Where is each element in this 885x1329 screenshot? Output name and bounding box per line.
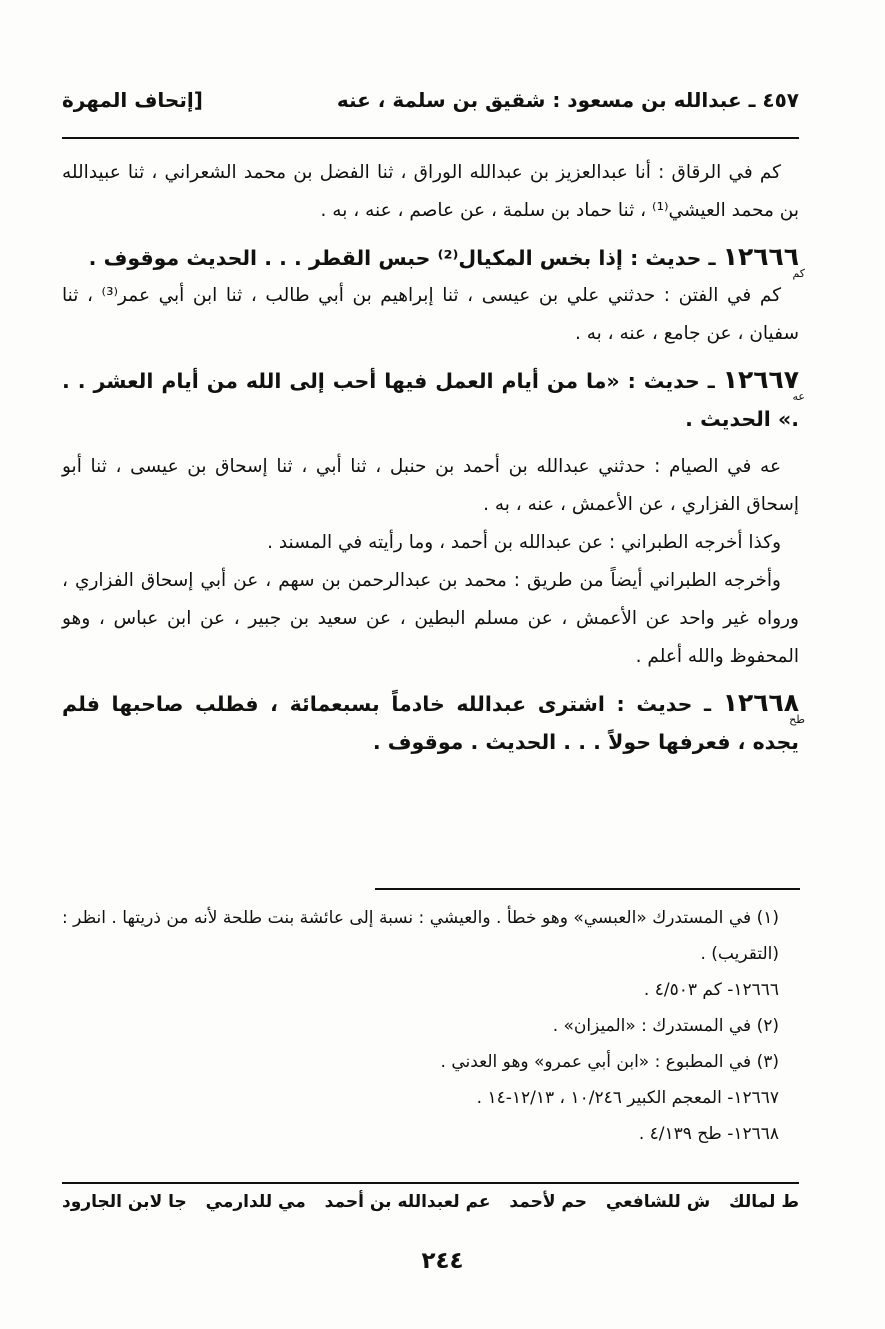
hadith-text: ـ حديث : «ما من أيام العمل فيها أحب إلى الله من أيام العشر . . .» الحديث . [62, 369, 799, 431]
legend-rule [62, 1182, 799, 1184]
header-book-title: [إتحاف المهرة [62, 88, 203, 112]
running-header [62, 88, 799, 128]
footnote-2: (٢) في المستدرك : «الميزان» . [552, 1016, 779, 1036]
paragraph-1: كم في الرقاق : أنا عبدالعزيز بن عبدالله الوراق ، ثنا الفضل بن محمد الشعراني ، ثنا عبيدالله بن محمد العيشي⁽¹⁾ ، ثنا حماد بن سلمة ، عن عاصم ، عنه ، به . [62, 162, 799, 221]
legend-item: ط لمالك [729, 1192, 799, 1212]
hadith-12667 [62, 361, 805, 438]
legend-item: عم لعبدالله بن أحمد [324, 1192, 491, 1212]
paragraph-3: عه في الصيام : حدثني عبدالله بن أحمد بن حنبل ، ثنا أبي ، ثنا إسحاق بن عيسى ، ثنا أبو إسحاق الفزاري ، عن الأعمش ، عنه ، به . [62, 456, 799, 515]
paragraph-5: وأخرجه الطبراني أيضاً من طريق : محمد بن عبدالرحمن بن سهم ، عن أبي إسحاق الفزاري ، ورواه غير واحد عن الأعمش ، عن مسلم البطين ، عن سعيد بن جبير ، عن ابن عباس ، وهو المحفوظ والله أعلم . [62, 570, 799, 667]
footnotes [62, 900, 799, 1152]
paragraph-4: وكذا أخرجه الطبراني : عن عبدالله بن أحمد ، وما رأيته في المسند . [267, 532, 781, 553]
source-code-mark: طح [789, 713, 805, 726]
hadith-12668 [62, 684, 805, 761]
paragraph-2: كم في الفتن : حدثني علي بن عيسى ، ثنا إبراهيم بن أبي طالب ، ثنا ابن أبي عمر⁽³⁾ ، ثنا سفيان ، عن جامع ، عنه ، به . [62, 285, 799, 344]
legend-item: جا لابن الجارود [62, 1192, 187, 1212]
source-code-mark: عه [792, 390, 805, 403]
hadith-number: ١٢٦٦٨ [722, 688, 799, 717]
hadith-text: ـ حديث : اشترى عبدالله خادماً بسبعمائة ، فطلب صاحبها فلم يجده ، فعرفها حولاً . . . الحديث . موقوف . [62, 692, 799, 754]
footnote-3: (٣) في المطبوع : «ابن أبي عمرو» وهو العدني . [440, 1052, 779, 1072]
hadith-12666 [62, 238, 805, 280]
page-number: ٢٤٤ [421, 1248, 464, 1274]
main-text [62, 154, 805, 761]
footnote-ref-12666: ١٢٦٦٦- كم ٤/٥٠٣ . [643, 980, 779, 1000]
footnote-1: (١) في المستدرك «العبسي» وهو خطأ . والعيشي : نسبة إلى عائشة بنت طلحة لأنه من ذريتها . انظر : (التقريب) . [62, 908, 779, 964]
footnote-ref-12667: ١٢٦٦٧- المعجم الكبير ١٠/٢٤٦ ، ١٢/١٣-١٤ . [476, 1088, 779, 1108]
legend-item: مي للدارمي [205, 1192, 306, 1212]
legend-item: ش للشافعي [605, 1192, 711, 1212]
source-code-mark: كم [792, 267, 805, 280]
hadith-number: ١٢٦٦٦ [722, 242, 799, 271]
abbreviation-legend [62, 1192, 799, 1226]
hadith-text: ـ حديث : إذا بخس المكيال⁽²⁾ حبس القطر . . . الحديث موقوف . [88, 246, 723, 270]
header-rule [62, 137, 799, 139]
legend-item: حم لأحمد [509, 1192, 588, 1212]
hadith-number: ١٢٦٦٧ [722, 365, 799, 394]
footnote-ref-12668: ١٢٦٦٨- طح ٤/١٣٩ . [638, 1124, 779, 1144]
footnote-rule [375, 888, 800, 890]
header-title: ٤٥٧ ـ عبدالله بن مسعود : شقيق بن سلمة ، عنه [336, 88, 799, 112]
